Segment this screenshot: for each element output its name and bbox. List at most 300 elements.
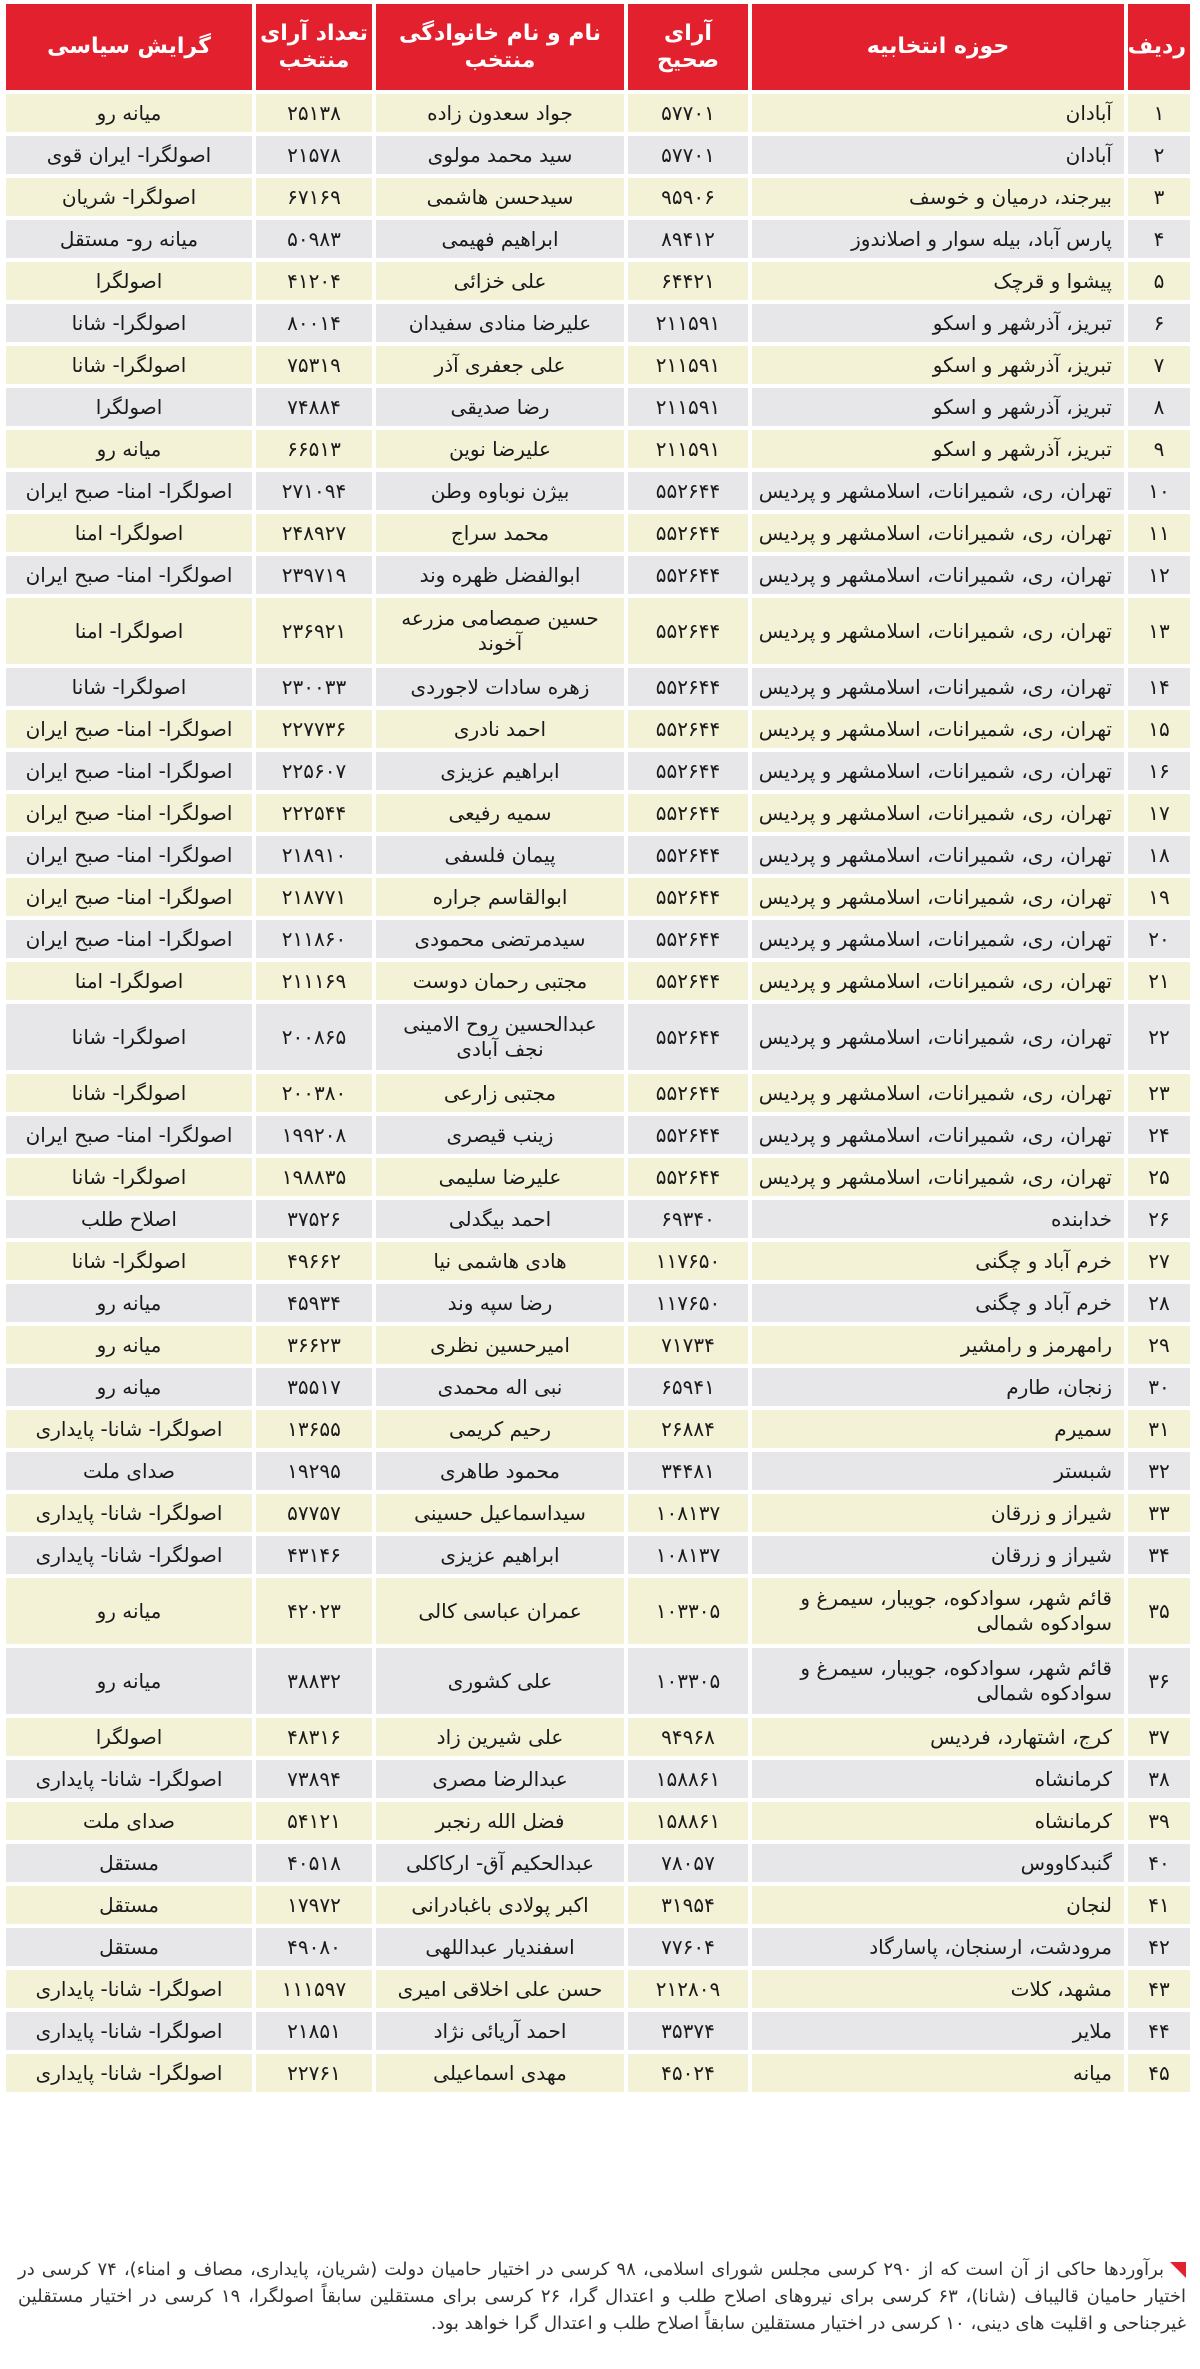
cell-index: ۱۹ bbox=[1128, 878, 1190, 916]
cell-name: رضا سپه وند bbox=[376, 1284, 624, 1322]
cell-district: تهران، ری، شمیرانات، اسلامشهر و پردیس bbox=[752, 794, 1124, 832]
cell-index: ۶ bbox=[1128, 304, 1190, 342]
cell-valid-votes: ۵۷۷۰۱ bbox=[628, 94, 748, 132]
table-row bbox=[6, 388, 1190, 426]
cell-faction: اصولگرا- شانا- پایداری bbox=[6, 1410, 252, 1448]
cell-faction: میانه رو bbox=[6, 1578, 252, 1644]
cell-name: امیرحسین نظری bbox=[376, 1326, 624, 1364]
cell-index: ۱۶ bbox=[1128, 752, 1190, 790]
cell-name: ابوالفضل ظهره وند bbox=[376, 556, 624, 594]
table-row bbox=[6, 136, 1190, 174]
cell-district: تهران، ری، شمیرانات، اسلامشهر و پردیس bbox=[752, 668, 1124, 706]
cell-valid-votes: ۷۱۷۳۴ bbox=[628, 1326, 748, 1364]
cell-faction: اصولگرا- امنا- صبح ایران bbox=[6, 710, 252, 748]
table-row bbox=[6, 1536, 1190, 1574]
cell-district: تهران، ری، شمیرانات، اسلامشهر و پردیس bbox=[752, 752, 1124, 790]
cell-district: تهران، ری، شمیرانات، اسلامشهر و پردیس bbox=[752, 1158, 1124, 1196]
cell-name: علی خزائی bbox=[376, 262, 624, 300]
cell-winner-votes: ۲۲۷۶۱ bbox=[256, 2054, 372, 2092]
cell-name: علی جعفری آذر bbox=[376, 346, 624, 384]
cell-valid-votes: ۴۵۰۲۴ bbox=[628, 2054, 748, 2092]
cell-valid-votes: ۵۵۲۶۴۴ bbox=[628, 878, 748, 916]
cell-index: ۲ bbox=[1128, 136, 1190, 174]
table-row bbox=[6, 1326, 1190, 1364]
cell-winner-votes: ۱۹۸۸۳۵ bbox=[256, 1158, 372, 1196]
cell-index: ۴۱ bbox=[1128, 1886, 1190, 1924]
cell-name: ابراهیم عزیزی bbox=[376, 1536, 624, 1574]
cell-winner-votes: ۷۵۳۱۹ bbox=[256, 346, 372, 384]
cell-index: ۳۱ bbox=[1128, 1410, 1190, 1448]
table-row bbox=[6, 2054, 1190, 2092]
cell-name: رحیم کریمی bbox=[376, 1410, 624, 1448]
cell-faction: اصولگرا- شانا- پایداری bbox=[6, 1970, 252, 2008]
table-row bbox=[6, 1844, 1190, 1882]
cell-index: ۱ bbox=[1128, 94, 1190, 132]
cell-district: شیراز و زرقان bbox=[752, 1494, 1124, 1532]
cell-winner-votes: ۱۱۱۵۹۷ bbox=[256, 1970, 372, 2008]
footnote-text: برآوردها حاکی از آن است که از ۲۹۰ کرسی مجلس شورای اسلامی، ۹۸ کرسی در اختیار حامیان دولت (شریان، پایداری، مصاف و امناء)، ۷۴ کرسی در اختیار حامیان قالیباف (شانا)، ۶۳ کرسی برای نیروهای اصلاح طلب و اعتدال گرا، ۲۶ کرسی برای مستقلین سابقاً اصولگرا، ۱۹ کرسی در اختیار مستقلین غیرجناحی و اقلیت های دینی، ۱۰ کرسی در اختیار مستقلین سابقاً اصلاح طلب و اعتدال گرا خواهد بود. bbox=[18, 2259, 1186, 2334]
cell-index: ۲۱ bbox=[1128, 962, 1190, 1000]
cell-name: احمد بیگدلی bbox=[376, 1200, 624, 1238]
cell-name: علی کشوری bbox=[376, 1648, 624, 1714]
footnote bbox=[18, 2256, 1186, 2337]
cell-winner-votes: ۴۵۹۳۴ bbox=[256, 1284, 372, 1322]
cell-name: فضل الله رنجبر bbox=[376, 1802, 624, 1840]
cell-winner-votes: ۲۱۸۹۱۰ bbox=[256, 836, 372, 874]
table-row bbox=[6, 220, 1190, 258]
cell-district: تهران، ری، شمیرانات، اسلامشهر و پردیس bbox=[752, 598, 1124, 664]
cell-valid-votes: ۱۰۸۱۳۷ bbox=[628, 1536, 748, 1574]
cell-valid-votes: ۵۵۲۶۴۴ bbox=[628, 1116, 748, 1154]
cell-district: کرمانشاه bbox=[752, 1760, 1124, 1798]
cell-name: احمد آریائی نژاد bbox=[376, 2012, 624, 2050]
cell-district: تبریز، آذرشهر و اسکو bbox=[752, 430, 1124, 468]
cell-winner-votes: ۴۲۰۲۳ bbox=[256, 1578, 372, 1644]
cell-index: ۳۵ bbox=[1128, 1578, 1190, 1644]
cell-valid-votes: ۲۱۲۸۰۹ bbox=[628, 1970, 748, 2008]
cell-district: خرم آباد و چگنی bbox=[752, 1242, 1124, 1280]
cell-name: حسین صمصامی مزرعه آخوند bbox=[376, 598, 624, 664]
cell-faction: اصولگرا- شانا- پایداری bbox=[6, 1494, 252, 1532]
table-row bbox=[6, 1802, 1190, 1840]
cell-district: خرم آباد و چگنی bbox=[752, 1284, 1124, 1322]
table-row bbox=[6, 668, 1190, 706]
cell-district: مشهد، کلات bbox=[752, 1970, 1124, 2008]
cell-district: زنجان، طارم bbox=[752, 1368, 1124, 1406]
cell-district: کرمانشاه bbox=[752, 1802, 1124, 1840]
cell-winner-votes: ۲۱۱۱۶۹ bbox=[256, 962, 372, 1000]
cell-index: ۳۳ bbox=[1128, 1494, 1190, 1532]
cell-index: ۵ bbox=[1128, 262, 1190, 300]
cell-index: ۷ bbox=[1128, 346, 1190, 384]
cell-faction: اصولگرا- امنا bbox=[6, 962, 252, 1000]
table-row bbox=[6, 1410, 1190, 1448]
cell-faction: میانه رو bbox=[6, 1284, 252, 1322]
cell-name: سیدمرتضی محمودی bbox=[376, 920, 624, 958]
header-name: نام و نام خانوادگی منتخب bbox=[376, 4, 624, 90]
cell-name: علیرضا نوین bbox=[376, 430, 624, 468]
cell-valid-votes: ۱۵۸۸۶۱ bbox=[628, 1760, 748, 1798]
cell-winner-votes: ۱۹۲۹۵ bbox=[256, 1452, 372, 1490]
cell-winner-votes: ۲۲۷۷۳۶ bbox=[256, 710, 372, 748]
table-row bbox=[6, 430, 1190, 468]
cell-name: مجتبی رحمان دوست bbox=[376, 962, 624, 1000]
table-row bbox=[6, 1494, 1190, 1532]
cell-winner-votes: ۲۳۹۷۱۹ bbox=[256, 556, 372, 594]
cell-winner-votes: ۷۳۸۹۴ bbox=[256, 1760, 372, 1798]
cell-faction: میانه رو bbox=[6, 1326, 252, 1364]
cell-index: ۱۲ bbox=[1128, 556, 1190, 594]
cell-district: گنبدکاووس bbox=[752, 1844, 1124, 1882]
cell-faction: اصولگرا- شانا- پایداری bbox=[6, 2054, 252, 2092]
cell-faction: میانه رو bbox=[6, 1368, 252, 1406]
cell-faction: صدای ملت bbox=[6, 1452, 252, 1490]
cell-valid-votes: ۲۶۸۸۴ bbox=[628, 1410, 748, 1448]
cell-valid-votes: ۳۵۳۷۴ bbox=[628, 2012, 748, 2050]
cell-index: ۱۴ bbox=[1128, 668, 1190, 706]
cell-winner-votes: ۷۴۸۸۴ bbox=[256, 388, 372, 426]
cell-valid-votes: ۵۵۲۶۴۴ bbox=[628, 472, 748, 510]
table-row bbox=[6, 878, 1190, 916]
cell-district: تهران، ری، شمیرانات، اسلامشهر و پردیس bbox=[752, 920, 1124, 958]
cell-winner-votes: ۳۵۵۱۷ bbox=[256, 1368, 372, 1406]
cell-index: ۳۶ bbox=[1128, 1648, 1190, 1714]
cell-faction: اصولگرا- امنا- صبح ایران bbox=[6, 794, 252, 832]
cell-valid-votes: ۲۱۱۵۹۱ bbox=[628, 304, 748, 342]
cell-name: پیمان فلسفی bbox=[376, 836, 624, 874]
cell-index: ۳۰ bbox=[1128, 1368, 1190, 1406]
table-row bbox=[6, 962, 1190, 1000]
cell-index: ۳۷ bbox=[1128, 1718, 1190, 1756]
cell-winner-votes: ۲۱۱۸۶۰ bbox=[256, 920, 372, 958]
table-row bbox=[6, 262, 1190, 300]
cell-valid-votes: ۱۱۷۶۵۰ bbox=[628, 1284, 748, 1322]
cell-winner-votes: ۱۷۹۷۲ bbox=[256, 1886, 372, 1924]
cell-name: عبدالحکیم آق- ارکاکلی bbox=[376, 1844, 624, 1882]
cell-index: ۱۱ bbox=[1128, 514, 1190, 552]
cell-faction: اصولگرا- شانا bbox=[6, 1004, 252, 1070]
cell-faction: اصولگرا- امنا- صبح ایران bbox=[6, 556, 252, 594]
cell-index: ۳۸ bbox=[1128, 1760, 1190, 1798]
cell-valid-votes: ۱۰۳۳۰۵ bbox=[628, 1578, 748, 1644]
cell-faction: اصولگرا- امنا bbox=[6, 514, 252, 552]
cell-faction: اصولگرا bbox=[6, 262, 252, 300]
cell-district: تبریز، آذرشهر و اسکو bbox=[752, 304, 1124, 342]
cell-winner-votes: ۲۵۱۳۸ bbox=[256, 94, 372, 132]
table-row bbox=[6, 1004, 1190, 1070]
cell-index: ۴۳ bbox=[1128, 1970, 1190, 2008]
cell-district: تهران، ری، شمیرانات، اسلامشهر و پردیس bbox=[752, 710, 1124, 748]
cell-valid-votes: ۶۵۹۴۱ bbox=[628, 1368, 748, 1406]
cell-winner-votes: ۴۹۶۶۲ bbox=[256, 1242, 372, 1280]
cell-winner-votes: ۲۲۲۵۴۴ bbox=[256, 794, 372, 832]
table-row bbox=[6, 1928, 1190, 1966]
cell-winner-votes: ۲۱۸۷۷۱ bbox=[256, 878, 372, 916]
header-winner-votes: تعداد آرای منتخب bbox=[256, 4, 372, 90]
cell-valid-votes: ۵۵۲۶۴۴ bbox=[628, 1074, 748, 1112]
cell-index: ۱۳ bbox=[1128, 598, 1190, 664]
cell-name: جواد سعدون زاده bbox=[376, 94, 624, 132]
cell-district: تهران، ری، شمیرانات، اسلامشهر و پردیس bbox=[752, 556, 1124, 594]
table-row bbox=[6, 304, 1190, 342]
cell-faction: اصولگرا- امنا bbox=[6, 598, 252, 664]
cell-winner-votes: ۳۶۶۲۳ bbox=[256, 1326, 372, 1364]
cell-name: سمیه رفیعی bbox=[376, 794, 624, 832]
table-row bbox=[6, 1970, 1190, 2008]
cell-winner-votes: ۴۰۵۱۸ bbox=[256, 1844, 372, 1882]
cell-winner-votes: ۲۲۵۶۰۷ bbox=[256, 752, 372, 790]
cell-winner-votes: ۶۶۵۱۳ bbox=[256, 430, 372, 468]
cell-faction: صدای ملت bbox=[6, 1802, 252, 1840]
cell-index: ۱۷ bbox=[1128, 794, 1190, 832]
cell-district: تبریز، آذرشهر و اسکو bbox=[752, 388, 1124, 426]
cell-winner-votes: ۵۷۷۵۷ bbox=[256, 1494, 372, 1532]
table-row bbox=[6, 346, 1190, 384]
cell-district: آبادان bbox=[752, 136, 1124, 174]
cell-index: ۱۸ bbox=[1128, 836, 1190, 874]
table-row bbox=[6, 94, 1190, 132]
cell-faction: اصولگرا- ایران قوی bbox=[6, 136, 252, 174]
table-row bbox=[6, 752, 1190, 790]
cell-valid-votes: ۱۰۳۳۰۵ bbox=[628, 1648, 748, 1714]
cell-faction: میانه رو bbox=[6, 94, 252, 132]
cell-valid-votes: ۹۵۹۰۶ bbox=[628, 178, 748, 216]
table-row bbox=[6, 178, 1190, 216]
cell-winner-votes: ۲۱۸۵۱ bbox=[256, 2012, 372, 2050]
table-row bbox=[6, 1760, 1190, 1798]
cell-faction: اصولگرا- شریان bbox=[6, 178, 252, 216]
cell-name: مهدی اسماعیلی bbox=[376, 2054, 624, 2092]
cell-valid-votes: ۵۵۲۶۴۴ bbox=[628, 962, 748, 1000]
cell-district: پارس آباد، بیله سوار و اصلاندوز bbox=[752, 220, 1124, 258]
cell-name: سید محمد مولوی bbox=[376, 136, 624, 174]
cell-district: رامهرمز و رامشیر bbox=[752, 1326, 1124, 1364]
cell-valid-votes: ۱۵۸۸۶۱ bbox=[628, 1802, 748, 1840]
cell-index: ۳ bbox=[1128, 178, 1190, 216]
cell-valid-votes: ۹۴۹۶۸ bbox=[628, 1718, 748, 1756]
cell-name: عبدالحسین روح الامینی نجف آبادی bbox=[376, 1004, 624, 1070]
header-valid-votes: آرای صحیح bbox=[628, 4, 748, 90]
cell-name: نبی اله محمدی bbox=[376, 1368, 624, 1406]
cell-valid-votes: ۸۹۴۱۲ bbox=[628, 220, 748, 258]
cell-valid-votes: ۵۵۲۶۴۴ bbox=[628, 920, 748, 958]
cell-faction: اصولگرا- شانا bbox=[6, 1074, 252, 1112]
cell-name: اکبر پولادی باغبادرانی bbox=[376, 1886, 624, 1924]
table-row bbox=[6, 710, 1190, 748]
table-row bbox=[6, 1368, 1190, 1406]
cell-name: مجتبی زارعی bbox=[376, 1074, 624, 1112]
cell-index: ۲۵ bbox=[1128, 1158, 1190, 1196]
cell-index: ۴۴ bbox=[1128, 2012, 1190, 2050]
cell-faction: اصولگرا- امنا- صبح ایران bbox=[6, 920, 252, 958]
cell-valid-votes: ۵۷۷۰۱ bbox=[628, 136, 748, 174]
header-index: ردیف bbox=[1128, 4, 1190, 90]
cell-faction: مستقل bbox=[6, 1886, 252, 1924]
cell-district: شیراز و زرقان bbox=[752, 1536, 1124, 1574]
cell-name: احمد نادری bbox=[376, 710, 624, 748]
cell-name: علیرضا منادی سفیدان bbox=[376, 304, 624, 342]
cell-district: تهران، ری، شمیرانات، اسلامشهر و پردیس bbox=[752, 514, 1124, 552]
cell-valid-votes: ۱۱۷۶۵۰ bbox=[628, 1242, 748, 1280]
cell-name: علی شیرین زاد bbox=[376, 1718, 624, 1756]
cell-district: تهران، ری، شمیرانات، اسلامشهر و پردیس bbox=[752, 1116, 1124, 1154]
table-header bbox=[6, 4, 1190, 90]
cell-district: ملایر bbox=[752, 2012, 1124, 2050]
cell-index: ۳۲ bbox=[1128, 1452, 1190, 1490]
cell-name: ابوالقاسم جراره bbox=[376, 878, 624, 916]
cell-index: ۱۰ bbox=[1128, 472, 1190, 510]
cell-index: ۴۵ bbox=[1128, 2054, 1190, 2092]
table-body bbox=[6, 94, 1190, 2092]
cell-winner-votes: ۲۰۰۸۶۵ bbox=[256, 1004, 372, 1070]
cell-faction: اصولگرا- شانا- پایداری bbox=[6, 1760, 252, 1798]
cell-faction: اصولگرا- شانا- پایداری bbox=[6, 1536, 252, 1574]
cell-name: سیداسماعیل حسینی bbox=[376, 1494, 624, 1532]
cell-index: ۳۹ bbox=[1128, 1802, 1190, 1840]
cell-index: ۸ bbox=[1128, 388, 1190, 426]
table-row bbox=[6, 472, 1190, 510]
cell-name: حسن علی اخلاقی امیری bbox=[376, 1970, 624, 2008]
cell-valid-votes: ۶۹۳۴۰ bbox=[628, 1200, 748, 1238]
cell-name: زینب قیصری bbox=[376, 1116, 624, 1154]
cell-faction: اصولگرا- شانا bbox=[6, 304, 252, 342]
table-row bbox=[6, 598, 1190, 664]
cell-winner-votes: ۵۴۱۲۱ bbox=[256, 1802, 372, 1840]
cell-winner-votes: ۲۳۶۹۲۱ bbox=[256, 598, 372, 664]
cell-winner-votes: ۲۰۰۳۸۰ bbox=[256, 1074, 372, 1112]
cell-faction: اصولگرا bbox=[6, 388, 252, 426]
cell-winner-votes: ۲۳۰۰۳۳ bbox=[256, 668, 372, 706]
table-row bbox=[6, 1074, 1190, 1112]
header-faction: گرایش سیاسی bbox=[6, 4, 252, 90]
header-row bbox=[6, 4, 1190, 90]
cell-name: زهره سادات لاجوردی bbox=[376, 668, 624, 706]
cell-index: ۲۲ bbox=[1128, 1004, 1190, 1070]
cell-winner-votes: ۲۴۸۹۲۷ bbox=[256, 514, 372, 552]
cell-faction: اصولگرا- شانا bbox=[6, 1158, 252, 1196]
cell-faction: اصولگرا- امنا- صبح ایران bbox=[6, 836, 252, 874]
cell-faction: اصولگرا- شانا bbox=[6, 346, 252, 384]
cell-district: تهران، ری، شمیرانات، اسلامشهر و پردیس bbox=[752, 878, 1124, 916]
cell-index: ۲۸ bbox=[1128, 1284, 1190, 1322]
cell-index: ۲۴ bbox=[1128, 1116, 1190, 1154]
cell-faction: اصولگرا- شانا- پایداری bbox=[6, 2012, 252, 2050]
table-row bbox=[6, 1158, 1190, 1196]
cell-index: ۲۷ bbox=[1128, 1242, 1190, 1280]
table-row bbox=[6, 920, 1190, 958]
cell-valid-votes: ۳۴۴۸۱ bbox=[628, 1452, 748, 1490]
cell-valid-votes: ۵۵۲۶۴۴ bbox=[628, 836, 748, 874]
cell-valid-votes: ۶۴۴۲۱ bbox=[628, 262, 748, 300]
table-row bbox=[6, 794, 1190, 832]
cell-district: سمیرم bbox=[752, 1410, 1124, 1448]
cell-winner-votes: ۴۹۰۸۰ bbox=[256, 1928, 372, 1966]
cell-district: بیرجند، درمیان و خوسف bbox=[752, 178, 1124, 216]
table-row bbox=[6, 1242, 1190, 1280]
cell-name: محمود طاهری bbox=[376, 1452, 624, 1490]
cell-district: شبستر bbox=[752, 1452, 1124, 1490]
cell-index: ۴۰ bbox=[1128, 1844, 1190, 1882]
cell-district: تهران، ری، شمیرانات، اسلامشهر و پردیس bbox=[752, 1004, 1124, 1070]
cell-faction: اصولگرا- امنا- صبح ایران bbox=[6, 1116, 252, 1154]
cell-valid-votes: ۵۵۲۶۴۴ bbox=[628, 556, 748, 594]
cell-valid-votes: ۵۵۲۶۴۴ bbox=[628, 598, 748, 664]
cell-index: ۲۹ bbox=[1128, 1326, 1190, 1364]
cell-valid-votes: ۵۵۲۶۴۴ bbox=[628, 710, 748, 748]
cell-valid-votes: ۵۵۲۶۴۴ bbox=[628, 794, 748, 832]
cell-winner-votes: ۱۳۶۵۵ bbox=[256, 1410, 372, 1448]
table-row bbox=[6, 1284, 1190, 1322]
cell-faction: مستقل bbox=[6, 1928, 252, 1966]
cell-district: میانه bbox=[752, 2054, 1124, 2092]
cell-faction: اصولگرا bbox=[6, 1718, 252, 1756]
cell-winner-votes: ۱۹۹۲۰۸ bbox=[256, 1116, 372, 1154]
cell-district: آبادان bbox=[752, 94, 1124, 132]
cell-name: سیدحسن هاشمی bbox=[376, 178, 624, 216]
table-row bbox=[6, 1718, 1190, 1756]
cell-winner-votes: ۳۸۸۳۲ bbox=[256, 1648, 372, 1714]
cell-winner-votes: ۲۷۱۰۹۴ bbox=[256, 472, 372, 510]
cell-name: اسفندیار عبداللهی bbox=[376, 1928, 624, 1966]
cell-valid-votes: ۵۵۲۶۴۴ bbox=[628, 514, 748, 552]
cell-valid-votes: ۵۵۲۶۴۴ bbox=[628, 752, 748, 790]
header-district: حوزه انتخابیه bbox=[752, 4, 1124, 90]
cell-index: ۹ bbox=[1128, 430, 1190, 468]
cell-faction: اصولگرا- شانا bbox=[6, 1242, 252, 1280]
cell-district: تهران، ری، شمیرانات، اسلامشهر و پردیس bbox=[752, 962, 1124, 1000]
cell-index: ۲۶ bbox=[1128, 1200, 1190, 1238]
cell-district: تهران، ری، شمیرانات، اسلامشهر و پردیس bbox=[752, 836, 1124, 874]
cell-faction: اصولگرا- شانا bbox=[6, 668, 252, 706]
cell-faction: اصولگرا- امنا- صبح ایران bbox=[6, 472, 252, 510]
cell-district: تهران، ری، شمیرانات، اسلامشهر و پردیس bbox=[752, 472, 1124, 510]
cell-valid-votes: ۲۱۱۵۹۱ bbox=[628, 430, 748, 468]
cell-valid-votes: ۵۵۲۶۴۴ bbox=[628, 1158, 748, 1196]
cell-index: ۴ bbox=[1128, 220, 1190, 258]
cell-district: تبریز، آذرشهر و اسکو bbox=[752, 346, 1124, 384]
cell-district: خدابنده bbox=[752, 1200, 1124, 1238]
cell-district: تهران، ری، شمیرانات، اسلامشهر و پردیس bbox=[752, 1074, 1124, 1112]
cell-winner-votes: ۸۰۰۱۴ bbox=[256, 304, 372, 342]
footnote-marker-icon bbox=[1170, 2262, 1186, 2278]
cell-winner-votes: ۶۷۱۶۹ bbox=[256, 178, 372, 216]
cell-district: لنجان bbox=[752, 1886, 1124, 1924]
cell-valid-votes: ۷۸۰۵۷ bbox=[628, 1844, 748, 1882]
table-row bbox=[6, 556, 1190, 594]
table-row bbox=[6, 1886, 1190, 1924]
cell-name: هادی هاشمی نیا bbox=[376, 1242, 624, 1280]
table-row bbox=[6, 1578, 1190, 1644]
cell-name: بیژن نوباوه وطن bbox=[376, 472, 624, 510]
cell-district: کرج، اشتهارد، فردیس bbox=[752, 1718, 1124, 1756]
cell-index: ۲۳ bbox=[1128, 1074, 1190, 1112]
cell-winner-votes: ۳۷۵۲۶ bbox=[256, 1200, 372, 1238]
cell-name: محمد سراج bbox=[376, 514, 624, 552]
table-row bbox=[6, 836, 1190, 874]
cell-valid-votes: ۵۵۲۶۴۴ bbox=[628, 668, 748, 706]
cell-index: ۴۲ bbox=[1128, 1928, 1190, 1966]
cell-faction: میانه رو bbox=[6, 1648, 252, 1714]
table-row bbox=[6, 514, 1190, 552]
cell-faction: میانه رو- مستقل bbox=[6, 220, 252, 258]
cell-winner-votes: ۴۸۳۱۶ bbox=[256, 1718, 372, 1756]
results-table bbox=[2, 0, 1194, 2096]
cell-winner-votes: ۲۱۵۷۸ bbox=[256, 136, 372, 174]
cell-district: قائم شهر، سوادکوه، جویبار، سیمرغ و سوادکوه شمالی bbox=[752, 1578, 1124, 1644]
cell-winner-votes: ۵۰۹۸۳ bbox=[256, 220, 372, 258]
cell-name: ابراهیم عزیزی bbox=[376, 752, 624, 790]
cell-faction: اصلاح طلب bbox=[6, 1200, 252, 1238]
